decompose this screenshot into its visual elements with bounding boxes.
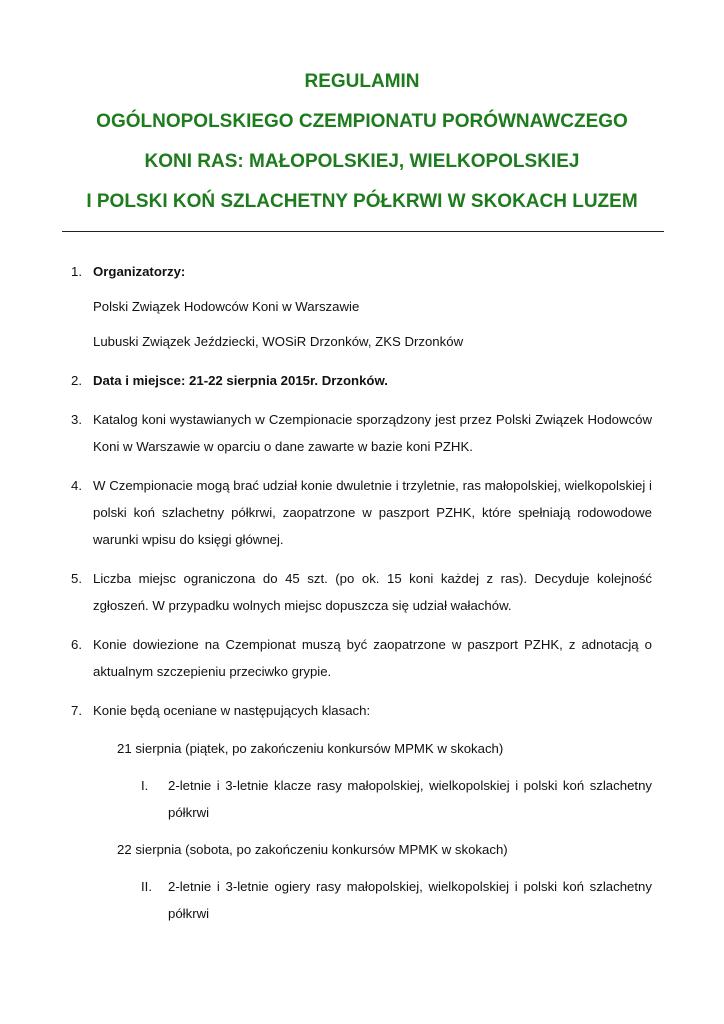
title-divider (62, 231, 664, 232)
title-line-2: OGÓLNOPOLSKIEGO CZEMPIONATU PORÓWNAWCZEGO (96, 111, 628, 132)
regulation-list (0, 258, 724, 939)
organizer-line-1: Polski Związek Hodowców Koni w Warszawie (93, 299, 360, 314)
item-number: 6. (71, 637, 82, 652)
document-title (60, 70, 664, 230)
title-line-4: I POLSKI KOŃ SZLACHETNY PÓŁKRWI W SKOKACH LUZEM (86, 191, 638, 212)
class-number: II. (141, 879, 152, 894)
item-number: 7. (71, 703, 82, 718)
item-number: 5. (71, 571, 82, 586)
title-line-1: REGULAMIN (304, 71, 420, 92)
list-item-3 (0, 406, 724, 460)
classes-intro-text: Konie będą oceniane w następujących klasach: (93, 703, 371, 718)
organizers-heading: Organizatorzy: (93, 264, 186, 279)
day-1-heading: 21 sierpnia (piątek, po zakończeniu konkursów MPMK w skokach) (117, 741, 504, 756)
capacity-text: Liczba miejsc ograniczona do 45 szt. (po ok. 15 koni każdej z ras). Decyduje kolejność zgłoszeń. W przypadku wolnych miejsc dopuszcza się udział wałachów. (93, 571, 652, 613)
class-description: 2-letnie i 3-letnie ogiery rasy małopolskiej, wielkopolskiej i polski koń szlachetny półkrwi (168, 879, 652, 921)
date-place-text: Data i miejsce: 21-22 sierpnia 2015r. Drzonków. (93, 373, 388, 388)
item-number: 4. (71, 478, 82, 493)
class-description: 2-letnie i 3-letnie klacze rasy małopolskiej, wielkopolskiej i polski koń szlachetny półkrwi (168, 778, 652, 820)
list-item-4 (0, 472, 724, 553)
passport-text: Konie dowiezione na Czempionat muszą być zaopatrzone w paszport PZHK, z adnotacją o aktualnym szczepieniu przeciwko grypie. (93, 637, 652, 679)
list-item-1 (0, 258, 724, 355)
class-item-1 (0, 772, 724, 826)
catalog-text: Katalog koni wystawianych w Czempionacie sporządzony jest przez Polski Związek Hodowców Koni w Warszawie w oparciu o dane zawarte w bazie koni PZHK. (93, 412, 652, 454)
title-line-3: KONI RAS: MAŁOPOLSKIEJ, WIELKOPOLSKIEJ (144, 151, 580, 172)
class-number: I. (141, 778, 149, 793)
list-item-7 (0, 697, 724, 927)
list-item-2 (0, 367, 724, 394)
item-number: 2. (71, 373, 82, 388)
list-item-5 (0, 565, 724, 619)
organizer-line-2: Lubuski Związek Jeździecki, WOSiR Drzonków, ZKS Drzonków (93, 334, 464, 349)
class-item-2 (0, 873, 724, 927)
eligibility-text: W Czempionacie mogą brać udział konie dwuletnie i trzyletnie, ras małopolskiej, wielkopolskiej i polski koń szlachetny półkrwi, zaopatrzone w paszport PZHK, które spełniają rodowodowe warunki wpisu do księgi głównej. (93, 478, 652, 547)
item-number: 1. (71, 264, 82, 279)
day-2-heading: 22 sierpnia (sobota, po zakończeniu konkursów MPMK w skokach) (117, 842, 508, 857)
list-item-6 (0, 631, 724, 685)
item-number: 3. (71, 412, 82, 427)
